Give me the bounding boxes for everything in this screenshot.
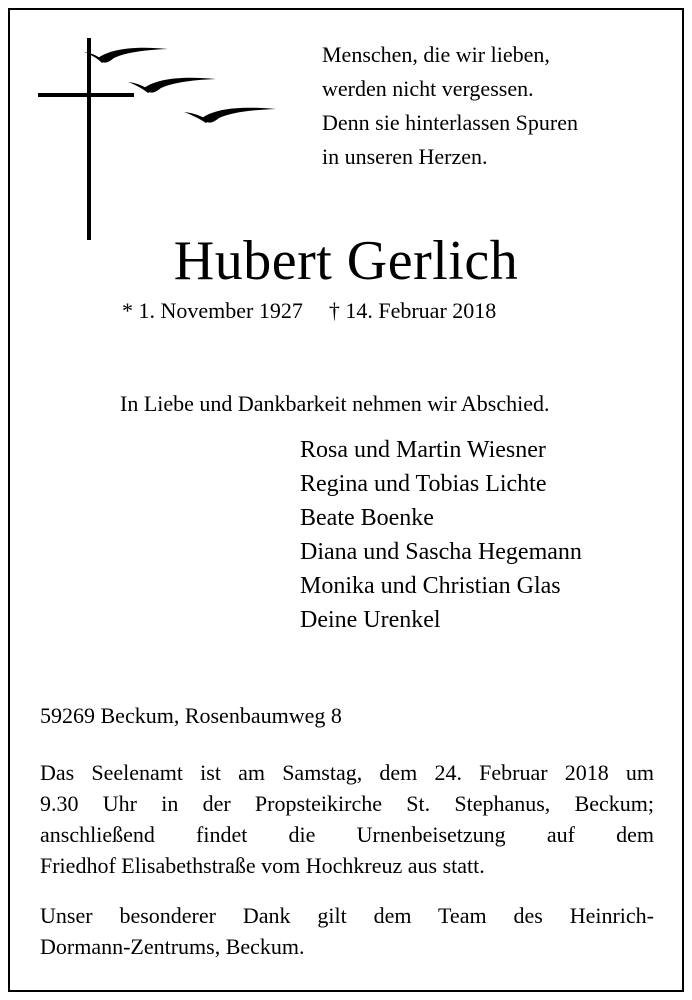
poem-line: Denn sie hinterlassen Spuren [322, 110, 578, 135]
poem-line: Menschen, die wir lieben, [322, 42, 550, 67]
mourners-list [300, 433, 582, 637]
mourner-entry: Beate Boenke [300, 505, 434, 531]
thanks-line: Dormann-Zentrums, Beckum. [40, 934, 305, 959]
service-line: Friedhof Elisabethstraße vom Hochkreuz aus statt. [40, 853, 485, 878]
farewell-text: In Liebe und Dankbarkeit nehmen wir Abschied. [120, 391, 550, 416]
service-line: Das Seelenamt ist am Samstag, dem 24. Februar 2018 um [40, 760, 654, 785]
death-date: † 14. Februar 2018 [328, 298, 497, 323]
mourner-entry: Deine Urenkel [300, 607, 441, 633]
mourner-entry: Regina und Tobias Lichte [300, 471, 547, 497]
poem-line: werden nicht vergessen. [322, 76, 534, 101]
poem [322, 38, 578, 174]
thanks-paragraph [40, 900, 654, 962]
deceased-name: Hubert Gerlich [173, 230, 519, 292]
mourner-entry: Monika und Christian Glas [300, 573, 561, 599]
service-paragraph [40, 757, 654, 881]
life-dates [122, 296, 496, 326]
mourner-entry: Diana und Sascha Hegemann [300, 539, 582, 565]
thanks-line: Unser besonderer Dank gilt dem Team des Heinrich- [40, 903, 654, 928]
mourner-entry: Rosa und Martin Wiesner [300, 437, 546, 463]
address: 59269 Beckum, Rosenbaumweg 8 [40, 703, 342, 728]
cross-with-birds-icon [34, 36, 284, 246]
birth-date: * 1. November 1927 [122, 298, 303, 323]
poem-line: in unseren Herzen. [322, 144, 488, 169]
service-line: 9.30 Uhr in der Propsteikirche St. Stephanus, Beckum; [40, 791, 654, 816]
service-line: anschließend findet die Urnenbeisetzung auf dem [40, 822, 654, 847]
